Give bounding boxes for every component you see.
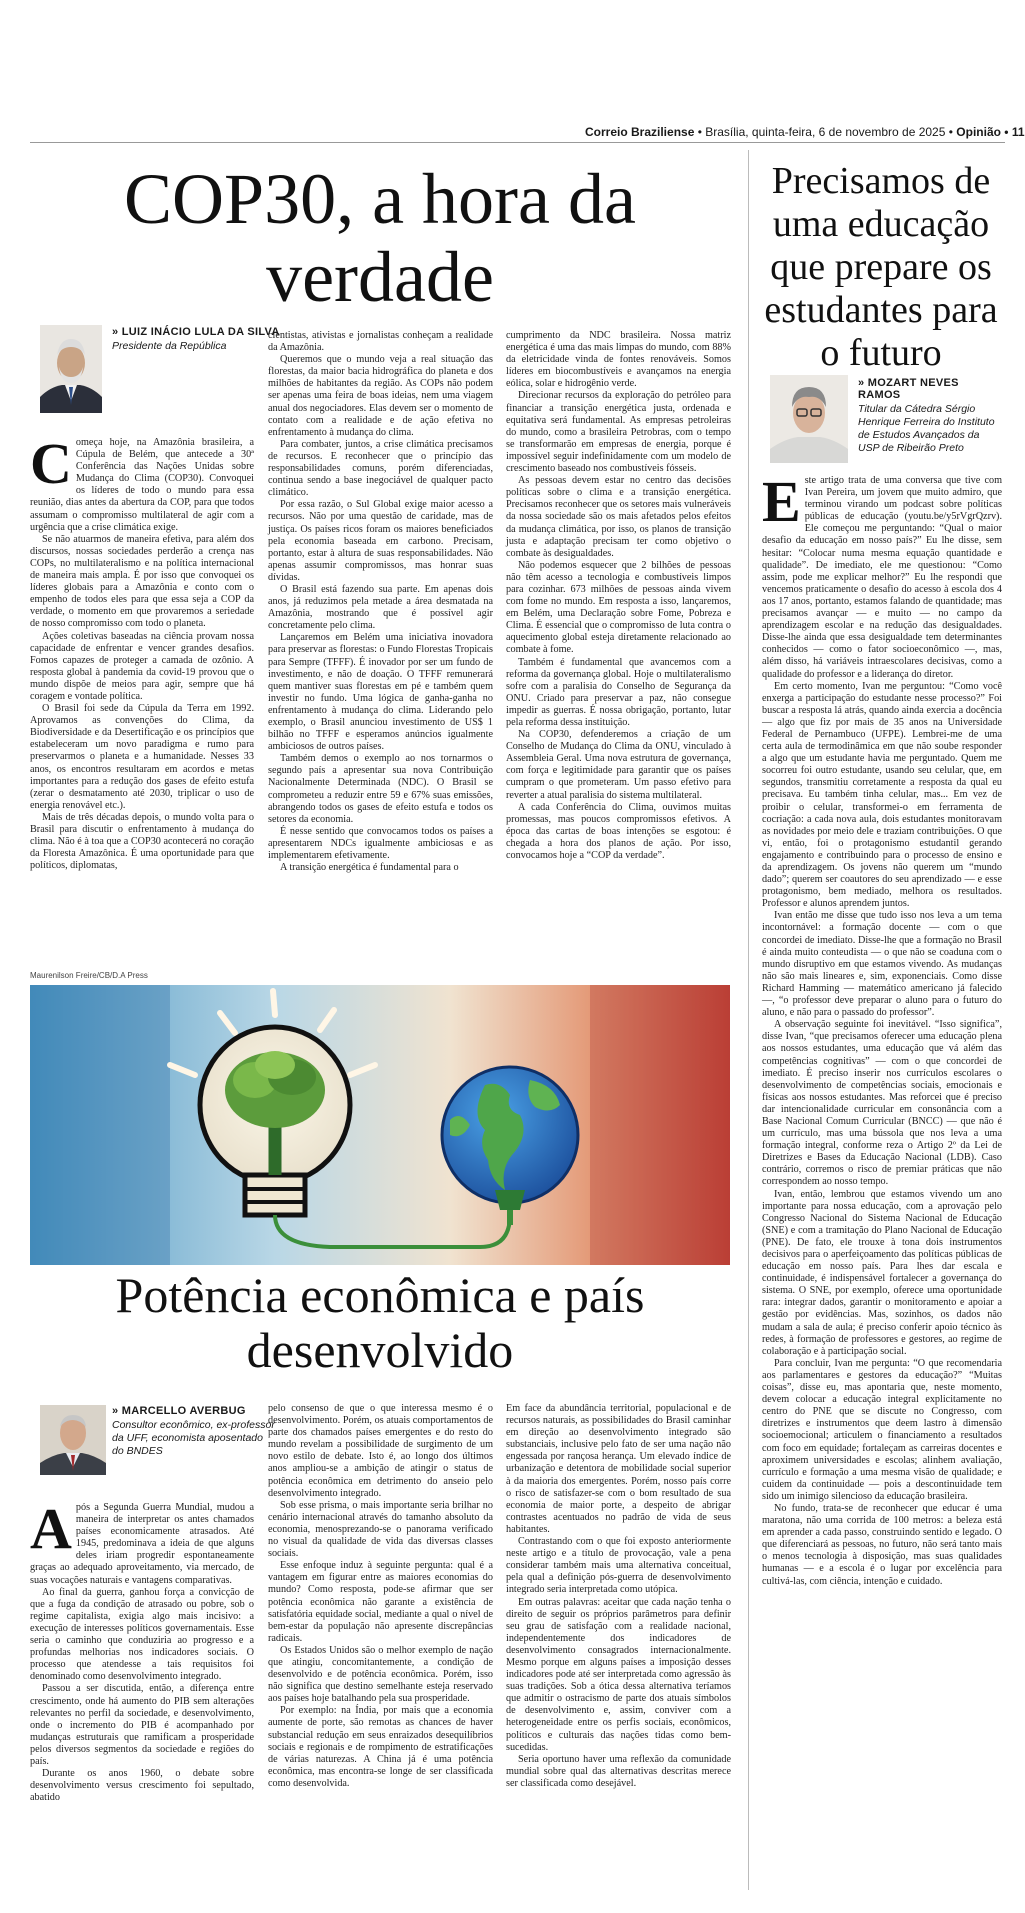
main-column-1: [30, 431, 254, 967]
newspaper-name: Correio Braziliense: [585, 125, 695, 139]
main-paragraph: cientistas, ativistas e jornalistas conheçam a realidade da Amazônia.: [268, 330, 493, 354]
main-paragraph: Também demos o exemplo ao nos tornarmos o segundo país a apresentar sua nova Contribuição Nacionalmente Determinada (NDC). O Brasil se comprometeu a reduzir entre 59 e 67% suas emissões, abrangendo todos os gases de efeito estufa e todos os setores da economia.: [268, 753, 493, 825]
main-column-3: [506, 330, 731, 967]
econ-paragraph: Passou a ser discutida, então, a diferença entre crescimento, onde há aumento do PIB sem alterações relevantes no perfil da sociedade, e desenvolvimento, onde o incremento do PIB é acompanhado por mudanças estruturais que ramificam a prosperidade pelos diversos segmentos da sociedade e regiões do país.: [30, 1683, 254, 1767]
drop-cap: E: [762, 469, 801, 534]
education-paragraph: A observação seguinte foi inevitável. “Isso significa”, disse Ivan, “que precisamos oferecer uma educação plena aos nossos estudantes, uma educação que vá além das competências cognitivas” — com o que concordei de imediato. É preciso inserir nos currículos escolares o desenvolvimento de competências sociais, emocionais e físicas aos nossos estudantes. Mas reforcei que é preciso dar intencionalidade curricular em consonância com a Base Nacional Comum Curricular (BNCC) — que não é um currículo, mas uma bússola que nos leva a uma formação integral, conforme reza o Artigo 2º da Lei de Diretrizes e Bases da Educação Nacional (LDB). Caso contrário, corremos o risco de premiar práticas que não correspondem ao nosso tempo.: [762, 1019, 1002, 1188]
econ-paragraph: Os Estados Unidos são o melhor exemplo de nação que atingiu, concomitantemente, a condição de desenvolvido e de potência econômica. Porém, isso não significa que destino semelhante esteja reservado aos países hoje batalhando pela sua prosperidade.: [268, 1644, 493, 1705]
econ-paragraph: Sob esse prisma, o mais importante seria brilhar no cenário internacional através do tamanho absoluto da economia, menosprezando-se o panorama verificado no visual da qualidade de vida das diversas classes sociais.: [268, 1499, 493, 1560]
econ-column-1: [30, 1496, 254, 1897]
econ-column-2: [268, 1403, 493, 1897]
education-column: [762, 469, 1002, 1897]
author-name: » MARCELLO AVERBUG: [112, 1405, 246, 1417]
section-name: Opinião: [956, 125, 1001, 139]
main-paragraph: Ações coletivas baseadas na ciência provam nossa capacidade de enfrentar e vencer grandes desafios. Fomos capazes de proteger a camada de ozônio. A resposta global à pandemia da covid-19 provou que o mundo dispõe de meios para agir, sempre que há coragem e vontade política.: [30, 630, 254, 702]
author-role: Titular da Cátedra Sérgio Henrique Ferreira do Instituto de Estudos Avançados da USP de Ribeirão Preto: [858, 403, 995, 454]
education-paragraph: Ivan então me disse que tudo isso nos leva a um tema incontornável: a formação docente — com o que concordei de imediato. Disse-lhe que a formação no Brasil é ainda muito conteudista — o que não se coaduna com o mundo disruptivo em que estamos vivendo. As mudanças não são mais lineares e, sim, exponenciais. Como disse Richard Hamming — matemático americano já falecido —, “o professor deve preparar o aluno para o futuro do aluno, e não para o passado do professor”.: [762, 910, 1002, 1019]
main-paragraph: A transição energética é fundamental para o: [280, 862, 459, 874]
main-paragraph: É nesse sentido que convocamos todos os países a apresentarem NDCs igualmente ambiciosas e as implementarem efetivamente.: [268, 825, 493, 862]
econ-paragraph: Esse enfoque induz à seguinte pergunta: qual é a vantagem em figurar entre as maiores economias do mundo? Como resposta, pode-se afirmar que ser potência econômica não garante a existência de satisfatória equidade social, mediante a qual o nível de bem-estar da população não apresente discrepâncias radicais.: [268, 1560, 493, 1644]
portrait-illustration: [40, 325, 102, 413]
main-paragraph: Por essa razão, o Sul Global exige maior acesso a recursos. Não por uma questão de caridade, mas de justiça. Os países ricos foram os maiores beneficiados pela economia baseada em carbono. Precisam, portanto, estar à altura de suas responsabilidades. Não apenas assumir compromissos, mas honrar suas dívidas.: [268, 499, 493, 583]
education-paragraph: Este artigo trata de uma conversa que tive com Ivan Pereira, um jovem que muito admiro, que terminou virando um podcast sobre políticas públicas de educação (youtu.be/y5rVgrQzrv). Ele começou me perguntando: “Qual o maior desafio da educação em nosso país?” Eu lhe disse, sem hesitar: “Colocar numa mesma equação quantidade e qualidade”. De imediato, ele me questionou: “Como assim, pode me explicar melhor?” Eu lhe respondi que vencemos praticamente o desafio do acesso à escola dos 4 aos 17 anos, portanto, estamos falando de quantidade; mas precisamos avançar — e muito — no campo da aprendizagem escolar e na redução das desigualdades. Disse-lhe ainda que essa desigualdade tem determinantes conhecidos — como o fator socioeconômico —, mas, além disso, há variáveis intraescolares decisivas, como a qualidade do professor e a liderança do diretor.: [762, 469, 1002, 680]
education-paragraph: Ivan, então, lembrou que estamos vivendo um ano importante para nossa educação, com a aprovação pelo Congresso Nacional do Sistema Nacional de Educação (SNE) e com a tramitação do Plano Nacional de Educação (PNE). De fato, ele trouxe à tona dois instrumentos decisivos para o aperfeiçoamento das políticas públicas de educação em nosso país. Para lhes dar escala e continuidade, é indispensável fortalecer a governança do sistema. O SNE, por exemplo, oferece uma oportunidade rara: integrar dados, garantir o monitoramento e apoiar a gestão por evidências. Mas, sozinhos, os dados não mudam a sala de aula; é preciso conferir apoio técnico às redes, à formação de professores e gestores, ao regime de colaboração e à participação social.: [762, 1188, 1002, 1357]
econ-paragraph: Por exemplo: na Índia, por mais que a economia aumente de porte, são remotas as chances de haver substancial redução em seus enraizados desequilíbrios sociais e regionais e de rompimento de estratificações de várias naturezas. A China já é uma potência econômica, mas encontra-se longe de ser classificada como desenvolvida.: [268, 1705, 493, 1789]
portrait-illustration: [770, 375, 848, 463]
author-photo-lula: [40, 325, 102, 413]
main-column-2: [268, 330, 493, 967]
econ-paragraph: Seria oportuno haver uma reflexão da comunidade mundial sobre qual das alternativas descritas merece ser classificada como desejável.: [506, 1753, 731, 1789]
main-paragraph: Direcionar recursos da exploração do petróleo para financiar a transição energética justa, ordenada e equitativa será fundamental. As empresas petroleiras do mundo, como a brasileira Petrobras, com o tempo se transformarão em empresas de energia, porque é impossível seguir indefinidamente com um modelo de crescimento baseado nos combustíveis fósseis.: [506, 390, 731, 475]
page-number: • 11: [1004, 125, 1025, 139]
econ-paragraph: Após a Segunda Guerra Mundial, mudou a maneira de interpretar os antes chamados países economicamente atrasados. Até 1945, predominava a ideia de que alguns deles iriam progredir espontaneamente graças ao adequado aproveitamento, via mercado, de suas vocações naturais e vantagens comparativas.: [30, 1496, 254, 1586]
main-paragraph: Começa hoje, na Amazônia brasileira, a Cúpula de Belém, que antecede a 30ª Conferência das Nações Unidas sobre Mudança do Clima (COP30). Convoquei os líderes de todo o mundo para essa reunião, dias antes da abertura da COP, para que todos assumam o compromisso multilateral de agir com a urgência que a crise climática exige.: [30, 431, 254, 533]
education-paragraph: Para concluir, Ivan me pergunta: “O que recomendaria aos parlamentares e gestores da educação?” “Muitas coisas”, disse eu, mas apontaria que, neste momento, devem colocar a educação integral explicitamente no centro do PNE que se discute no Congresso, com diretrizes e instrumentos que deem lastro à dimensão socioemocional; articulem o financiamento a resultados com foco em equidade; fortaleçam as carreiras docentes e aproximem universidades e escolas; alinhem avaliação, currículo e formação a uma mesma visão de qualidade; e cuidem da continuidade — pois a descontinuidade tem sido um inimigo silencioso da educação brasileira.: [762, 1357, 1002, 1502]
image-credit: Maurenilson Freire/CB/D.A Press: [30, 971, 148, 980]
main-paragraph: Se não atuarmos de maneira efetiva, para além dos discursos, nossas sociedades perderão a crença nas COPs, no multilateralismo e na política internacional de maneira mais ampla. É por isso que convoquei os líderes globais para a Amazônia e conto com o empenho de todos eles para que essa seja a COP da verdade, o momento em que provaremos a seriedade de nosso compromisso com todo o planeta.: [30, 533, 254, 630]
author-name: » MOZART NEVES RAMOS: [858, 377, 959, 401]
main-paragraph: Não podemos esquecer que 2 bilhões de pessoas não têm acesso a tecnologia e combustíveis limpos para cozinhar. 673 milhões de pessoas ainda vivem com fome no mundo. Em resposta a isso, lançaremos, em Belém, uma Declaração sobre Fome, Pobreza e Clima. É essencial que o compromisso de luta contra o aquecimento global esteja diretamente relacionado ao combate à fome.: [506, 559, 731, 656]
main-paragraph: O Brasil foi sede da Cúpula da Terra em 1992. Aprovamos as convenções do Clima, da Biodiversidade e da Desertificação e os princípios que estabeleceram um novo paradigma e rumo para preservarmos o planeta e a humanidade. Nesses 33 anos, os encontros resultaram em acordos e metas importantes para a redução dos gases de efeito estufa (zerar o desmatamento até 2030, triplicar o uso de energia renovável etc.).: [30, 703, 254, 811]
main-paragraph: Para combater, juntos, a crise climática precisamos de recursos. E reconhecer que o princípio das responsabilidades comuns, porém diferenciadas, continua sendo a base inegociável de qualquer pacto climático.: [268, 438, 493, 499]
author-role: Presidente da República: [112, 340, 227, 352]
econ-paragraph: Ao final da guerra, ganhou força a convicção de que a fuga da condição de atrasado ou pobre, sob o regime capitalista, exigia algo mais incisivo: a execução de interesses políticos governamentais. Esse seria o caminho que conduziria ao progresso e a profundas melhorias nos indicadores sociais. O processo que atendesse a tais requisitos foi denominado como desenvolvimento integrado.: [30, 1586, 254, 1683]
education-paragraph: No fundo, trata-se de reconhecer que educar é uma maratona, não uma corrida de 100 metros: a beleza está em aprender a cada passo, construindo sentido e legado. O que diferenciará as pessoas, no futuro, não será tanto mais o menos tecnologia à disposição, mas suas qualidades humanas — e a escola é o lugar por excelência para cultivá-las, com ciência, intenção e cuidado.: [762, 1502, 1002, 1587]
author-photo-mozart: [770, 375, 848, 463]
author-block-econ: [112, 1405, 277, 1458]
drop-cap: C: [30, 431, 72, 496]
masthead: [585, 125, 1025, 139]
main-paragraph: Lançaremos em Belém uma iniciativa inovadora para preservar as florestas: o Fundo Florestas Tropicais para Sempre (TFFF). É inovador por ser um fundo de investimento, e não de doação. O TFFF remunerará quem mantiver suas florestas em pé e também quem investir no fundo. Uma lógica de ganha-ganha no enfrentamento à mudança do clima. Liderando pelo exemplo, o Brasil anunciou investimento de US$ 1 bilhão no TFFF e esperamos anúncios igualmente ambiciosos de outros países.: [268, 632, 493, 753]
econ-paragraph: Em outras palavras: aceitar que cada nação tenha o direito de seguir os próprios parâmetros para definir seu grau de satisfação com a realidade nacional, independentemente dos indicadores de desenvolvimento consagrados internacionalmente. Mesmo porque em alguns países a imposição desses indicadores pode até ser interpretada como agressão às suas tradições. Sob a ótica dessa alternativa teríamos que admitir o ostracismo de parte dos atuais símbolos de desenvolvimento e, assim, conviver com a heterogeneidade entre os perfis sociais, econômicos, políticos e culturais das nações tidas como bem-sucedidas.: [506, 1596, 731, 1753]
drop-cap: A: [30, 1496, 72, 1561]
author-role: Consultor econômico, ex-professor da UFF, economista aposentado do BNDES: [112, 1419, 275, 1457]
top-rule: [30, 142, 1005, 143]
econ-paragraph: Durante os anos 1960, o debate sobre desenvolvimento versus crescimento foi sepultado, abatido: [30, 1768, 254, 1804]
education-paragraph: Em certo momento, Ivan me perguntou: “Como você enxerga a participação do estudante nesse processo?” Foi buscar a resposta lá atrás, quando ainda exercia a docência — algo que fiz por mais de 35 anos na Universidade Federal de Pernambuco (UFPE). Lembrei-me de uma certa aula de termodinâmica em que não soube responder a algo que um estudante havia me perguntado. Quem me socorreu foi outro estudante, usando seu celular, que, em segundos, transmitiu corretamente a resposta da qual eu precisava. Eu também tinha celular, mas... Em vez de proibir o celular, transformei-o em ferramenta de cocriação: a cada nova aula, dois estudantes monitoravam as novidades por meio dele e traziam contribuições. O que vi, então, foi o protagonismo estudantil gerando engajamento e contribuindo para o processo de ensino e da aprendizagem. Os jovens não querem um “mundo dado”; querem ser coautores do seu aprendizado — e esse protagonismo, bem mediado, melhora os resultados. Professor e alunos aprendem juntos.: [762, 680, 1002, 910]
main-paragraph: Na COP30, defenderemos a criação de um Conselho de Mudança do Clima da ONU, vinculado à Assembleia Geral. Uma nova estrutura de governança, com força e legitimidade para garantir que os países cumpram o que prometeram. Um passo efetivo para reverter a atual paralisia do sistema multilateral.: [506, 729, 731, 801]
main-headline: COP30, a hora da verdade: [124, 159, 636, 317]
main-paragraph: Queremos que o mundo veja a real situação das florestas, da maior bacia hidrográfica do planeta e dos milhões de habitantes da região. As COPs não podem ser apenas uma feira de boas ideias, nem uma viagem anual dos negociadores. Elas devem ser o momento de contato com a realidade e de ação efetiva no enfrentamento à mudança do clima.: [268, 354, 493, 438]
economic-headline: Potência econômica e país desenvolvido: [115, 1267, 645, 1378]
main-paragraph: cumprimento da NDC brasileira. Nossa matriz energética é uma das mais limpas do mundo, com 88% da eletricidade vinda de fontes renováveis. Somos líderes em biocombustíveis e avançamos na energia eólica, solar e hidrogênio verde.: [506, 330, 731, 390]
portrait-illustration: [40, 1405, 106, 1475]
econ-column-3: [506, 1403, 731, 1897]
main-paragraph: Também é fundamental que avancemos com a reforma da governança global. Hoje o multilateralismo sofre com a paralisia do Conselho de Segurança da ONU. Criado para preservar a paz, não consegue impedir as guerras. É nossa obrigação, portanto, lutar pela reforma dessa instituição.: [506, 656, 731, 728]
econ-paragraph: Contrastando com o que foi exposto anteriormente neste artigo e a título de provocação, vale a pena considerar também mais uma alternativa conceitual, pela qual a definição pós-guerra de desenvolvimento integrado seria interpretada como utópica.: [506, 1536, 731, 1596]
illustration-art: [30, 985, 730, 1265]
place-date: • Brasília, quinta-feira, 6 de novembro de 2025 •: [697, 125, 953, 139]
main-paragraph: O Brasil está fazendo sua parte. Em apenas dois anos, já reduzimos pela metade a área desmatada na Amazônia, mostrando que é possível agir concretamente pelo clima.: [268, 583, 493, 632]
main-paragraph: As pessoas devem estar no centro das decisões políticas sobre o clima e a transição energética. Precisamos reconhecer que os setores mais vulneráveis da nossa sociedade são os mais afetados pelos efeitos da mudança climática, por isso, os planos de transição justa e adaptação precisam ter como objetivo o combate às desigualdades.: [506, 475, 731, 559]
column-divider: [748, 150, 749, 1890]
econ-paragraph: pelo consenso de que o que interessa mesmo é o desenvolvimento. Porém, os atuais comportamentos de parte dos chamados países emergentes e do resto do mundo revelam a possibilidade de surgimento de um novo estilo de debate. Isto é, ao longo dos últimos anos ampliou-se a ambição de atingir o status de potência econômica em detrimento do anseio pelo desenvolvimento integrado.: [268, 1403, 493, 1499]
author-block-right: [858, 377, 1003, 455]
econ-paragraph: Em face da abundância territorial, populacional e de recursos naturais, as possibilidades do Brasil caminhar em direção ao desenvolvimento integrado são substanciais, inclusive pelo fato de ser uma nação não engessada por rançosa herança. Um elevado índice de urbanização e detentora de mobilidade social superior à da maioria dos emergentes. Porém, nosso país corre o risco de satisfazer-se com o bom resultado de sua economia de maior porte, a despeito de abrigar contrastes acentuados no padrão de vida de seus habitantes.: [506, 1403, 731, 1535]
education-headline: Precisamos de uma educação que prepare os estudantes para o futuro: [764, 160, 998, 374]
author-name: » LUIZ INÁCIO LULA DA SILVA: [112, 326, 280, 338]
main-paragraph: A cada Conferência do Clima, ouvimos muitas promessas, mas poucos compromissos efetivos. A época das cartas de boas intenções se esgotou: é chegada a hora dos planos de ação. Por isso, convocamos hoje a “COP da verdade”.: [506, 801, 731, 862]
lightbulb-globe-illustration: [30, 985, 730, 1265]
author-photo-averbug: [40, 1405, 106, 1475]
main-paragraph: Mais de três décadas depois, o mundo volta para o Brasil para discutir o enfrentamento à mudança do clima. Não é à toa que a COP30 acontecerá no coração da Floresta Amazônica. É uma oportunidade para que políticos, diplomatas,: [30, 811, 254, 872]
